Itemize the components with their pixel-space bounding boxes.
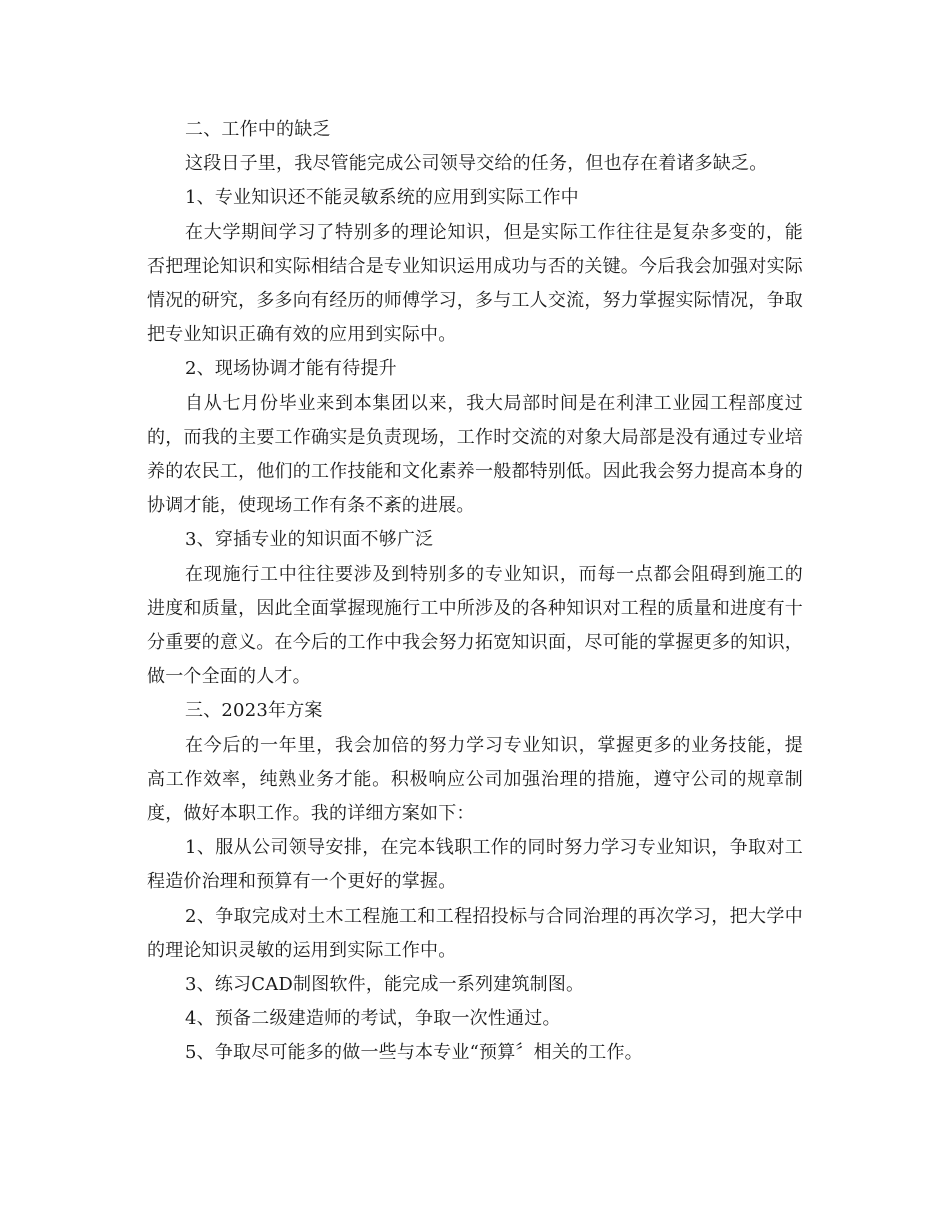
paragraph-professional-knowledge: 在大学期间学习了特别多的理论知识，但是实际工作往往是复杂多变的，能否把理论知识和实际相结合是专业知识运用成功与否的关键。今后我会加强对实际情况的研究，多多向有经历的师傅学习，多与工人交流，努力掌握实际情况，争取把专业知识正确有效的应用到实际中。 [147,221,803,346]
subheading-cross-discipline: 3、穿插专业的知识面不够广泛 [185,529,434,551]
section-heading-deficiencies: 二、工作中的缺乏 [185,119,331,140]
section-heading-plan: 三、2023年方案 [185,700,323,722]
paragraph-intro-deficiencies: 这段日子里，我尽管能完成公司领导交给的任务，但也存在着诸多缺乏。 [185,153,768,175]
subheading-professional-knowledge: 1、专业知识还不能灵敏系统的应用到实际工作中 [185,187,579,209]
plan-item-3: 3、练习CAD制图软件，能完成一系列建筑制图。 [185,974,585,996]
paragraph-plan-intro: 在今后的一年里，我会加倍的努力学习专业知识，掌握更多的业务技能，提高工作效率，纯熟业务才能。积极响应公司加强治理的措施，遵守公司的规章制度，做好本职工作。我的详细方案如下： [147,734,803,825]
plan-item-2: 2、争取完成对土木工程施工和工程招投标与合同治理的再次学习，把大学中的理论知识灵敏的运用到实际工作中。 [147,905,803,961]
paragraph-cross-discipline: 在现施行工中往往要涉及到特别多的专业知识，而每一点都会阻碍到施工的进度和质量，因此全面掌握现施行工中所涉及的各种知识对工程的质量和进度有十分重要的意义。在今后的工作中我会努力拓宽知识面，尽可能的掌握更多的知识，做一个全面的人才。 [147,563,803,688]
plan-item-1: 1、服从公司领导安排，在完本钱职工作的同时努力学习专业知识，争取对工程造价治理和预算有一个更好的掌握。 [147,837,803,893]
document-body [147,113,803,1071]
paragraph-site-coordination: 自从七月份毕业来到本集团以来，我大局部时间是在利津工业园工程部度过的，而我的主要工作确实是负责现场，工作时交流的对象大局部是没有通过专业培养的农民工，他们的工作技能和文化素养一般都特别低。因此我会努力提高本身的协调才能，使现场工作有条不紊的进展。 [147,392,803,517]
subheading-site-coordination: 2、现场协调才能有待提升 [185,358,397,380]
plan-item-4: 4、预备二级建造师的考试，争取一次性通过。 [185,1008,561,1030]
plan-item-5: 5、争取尽可能多的做一些与本专业“预算〞相关的工作。 [185,1042,643,1064]
